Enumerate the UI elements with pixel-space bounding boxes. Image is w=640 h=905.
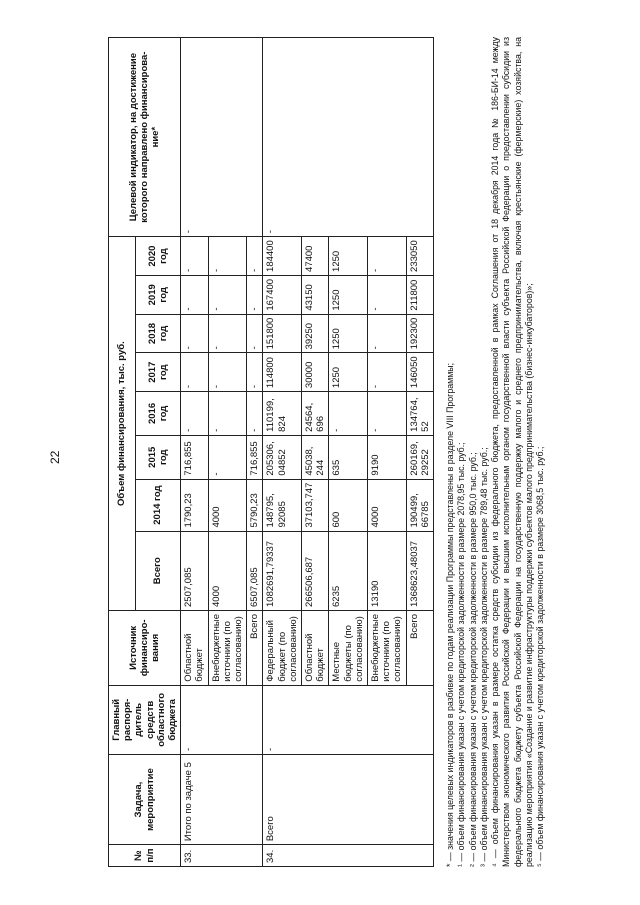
value-cell: 1250 (329, 314, 368, 353)
value-cell: - (208, 392, 247, 436)
rotated-page (40, 37, 600, 867)
value-cell: 6235 (329, 531, 368, 610)
value-cell: 24564, 696 (302, 392, 329, 436)
value-cell: 5790,23 (247, 479, 263, 531)
source-cell: Всего (247, 610, 263, 685)
value-cell: 146050 (406, 353, 433, 392)
header-2019: 2019 год (135, 275, 180, 314)
value-cell: 4000 (368, 479, 407, 531)
header-2018: 2018 год (135, 314, 180, 353)
footnote: ¹ — объем финансирования указан с учетом кредиторской задолженности в размере 2078,95 тыс. руб.; (456, 442, 467, 867)
source-cell: Областной бюджет (181, 610, 208, 685)
value-cell: 37103,747 (302, 479, 329, 531)
source-cell: Внебюджетные источники (по согласованию) (368, 610, 407, 685)
value-cell: 114800 (263, 353, 302, 392)
header-num: № п/п (109, 845, 181, 867)
value-cell: 1082691,79337 (263, 531, 302, 610)
value-cell: 4000 (208, 531, 247, 610)
value-cell: 167400 (263, 275, 302, 314)
header-2014: 2014 год (135, 479, 180, 531)
table-row (263, 38, 302, 867)
value-cell: - (181, 275, 208, 314)
value-cell: 635 (329, 435, 368, 479)
source-cell: Местные бюджеты (по согласованию) (329, 610, 368, 685)
value-cell: 45038, 244 (302, 435, 329, 479)
source-cell: Внебюджетные источники (по согласованию) (208, 610, 247, 685)
row-number: 33. (181, 845, 263, 867)
value-cell: - (208, 275, 247, 314)
value-cell: - (181, 392, 208, 436)
value-cell: 151800 (263, 314, 302, 353)
value-cell: - (329, 392, 368, 436)
value-cell: 6507,085 (247, 531, 263, 610)
header-2015: 2015 год (135, 435, 180, 479)
value-cell: 600 (329, 479, 368, 531)
header-2020: 2020 год (135, 237, 180, 276)
value-cell: - (181, 353, 208, 392)
table-row (181, 38, 208, 867)
value-cell: 260169, 29252 (406, 435, 433, 479)
footnote: ² — объем финансирования указан с учетом кредиторской задолженности в размере 950,0 тыс. руб.; (467, 452, 478, 867)
value-cell: 233050 (406, 237, 433, 276)
value-cell: 1368623,48037 (406, 531, 433, 610)
footnote: * — значения целевых индикаторов в разбивке по годам реализации Программы представлены в разделе VIII Программы; (445, 362, 455, 867)
value-cell: 2507,085 (181, 531, 208, 610)
header-2016: 2016 год (135, 392, 180, 436)
value-cell: 205306, 04852 (263, 435, 302, 479)
value-cell: 47400 (302, 237, 329, 276)
footnote: ⁵ — объем финансирования указан с учетом кредиторской задолженности в размере 3068,5 тыс. руб.; (535, 446, 545, 867)
value-cell: 13190 (368, 531, 407, 610)
value-cell: - (247, 392, 263, 436)
footnote: ⁴ — объем финансирования указан в размере остатка средств субсидии из федерального бюджета, предоставленной в рамках Соглашения от 18 декабря 2014 года № 186-БИ-14 между Министерством экономического развития Российской Федерации и высшим исполнительным органом государственной власти субъекта Российской Федерации о предоставлении субсидии из федерального бюджета бюджету субъекта Российской Федерации на государственную поддержку малого и среднего предпринимательства, включая крестьянские (фермерские) хозяйства, на реализацию мероприятия «Создание и развитие инфраструктуры поддержки субъектов малого предпринимательства (бизнес-инкубаторов)»; (490, 37, 534, 867)
value-cell: - (368, 275, 407, 314)
value-cell: 1250 (329, 237, 368, 276)
value-cell: 39250 (302, 314, 329, 353)
row-number: 34. (263, 845, 434, 867)
header-main-manager: Главный распоря- дитель средств областного бюджета (109, 685, 181, 754)
manager-cell: - (181, 685, 263, 754)
manager-cell: - (263, 685, 434, 754)
value-cell: 148795, 92085 (263, 479, 302, 531)
header-total: Всего (135, 531, 180, 610)
value-cell: - (208, 314, 247, 353)
value-cell: - (368, 314, 407, 353)
value-cell: - (208, 435, 247, 479)
target-cell: - (181, 38, 263, 237)
value-cell: - (247, 314, 263, 353)
target-cell: - (263, 38, 434, 237)
source-cell: Федеральный бюджет (по согласованию) (263, 610, 302, 685)
value-cell: 30000 (302, 353, 329, 392)
financing-table (108, 37, 434, 867)
value-cell: 211800 (406, 275, 433, 314)
value-cell: 184400 (263, 237, 302, 276)
footnotes (445, 37, 546, 867)
task-cell: Итого по задаче 5 (181, 754, 263, 844)
header-target: Целевой индикатор, на достижение которого направлено финансирова- ние* (109, 38, 181, 237)
value-cell: - (181, 314, 208, 353)
source-cell: Областной бюджет (302, 610, 329, 685)
value-cell: 192300 (406, 314, 433, 353)
page-number: 22 (48, 450, 62, 464)
value-cell: 134764, 52 (406, 392, 433, 436)
value-cell: 1250 (329, 275, 368, 314)
value-cell: - (247, 275, 263, 314)
footnote: ³ — объем финансирования указан с учетом кредиторской задолженности в размере 789,48 тыс. руб.; (478, 447, 489, 867)
value-cell: 43150 (302, 275, 329, 314)
value-cell: 110199, 824 (263, 392, 302, 436)
value-cell: 716,855 (247, 435, 263, 479)
value-cell: 266506,687 (302, 531, 329, 610)
value-cell: 9190 (368, 435, 407, 479)
value-cell: - (208, 237, 247, 276)
header-task: Задача, мероприятие (109, 754, 181, 844)
source-cell: Всего (406, 610, 433, 685)
value-cell: 1250 (329, 353, 368, 392)
value-cell: 4000 (208, 479, 247, 531)
value-cell: - (368, 353, 407, 392)
header-2017: 2017 год (135, 353, 180, 392)
value-cell: - (368, 237, 407, 276)
header-volume: Объем финансирования, тыс. руб. (109, 237, 136, 611)
value-cell: 1790,23 (181, 479, 208, 531)
value-cell: 716,855 (181, 435, 208, 479)
task-cell: Всего (263, 754, 434, 844)
header-source: Источник финансиро- вания (109, 610, 181, 685)
value-cell: - (247, 353, 263, 392)
value-cell: - (181, 237, 208, 276)
value-cell: 190499, 66785 (406, 479, 433, 531)
value-cell: - (247, 237, 263, 276)
value-cell: - (368, 392, 407, 436)
value-cell: - (208, 353, 247, 392)
